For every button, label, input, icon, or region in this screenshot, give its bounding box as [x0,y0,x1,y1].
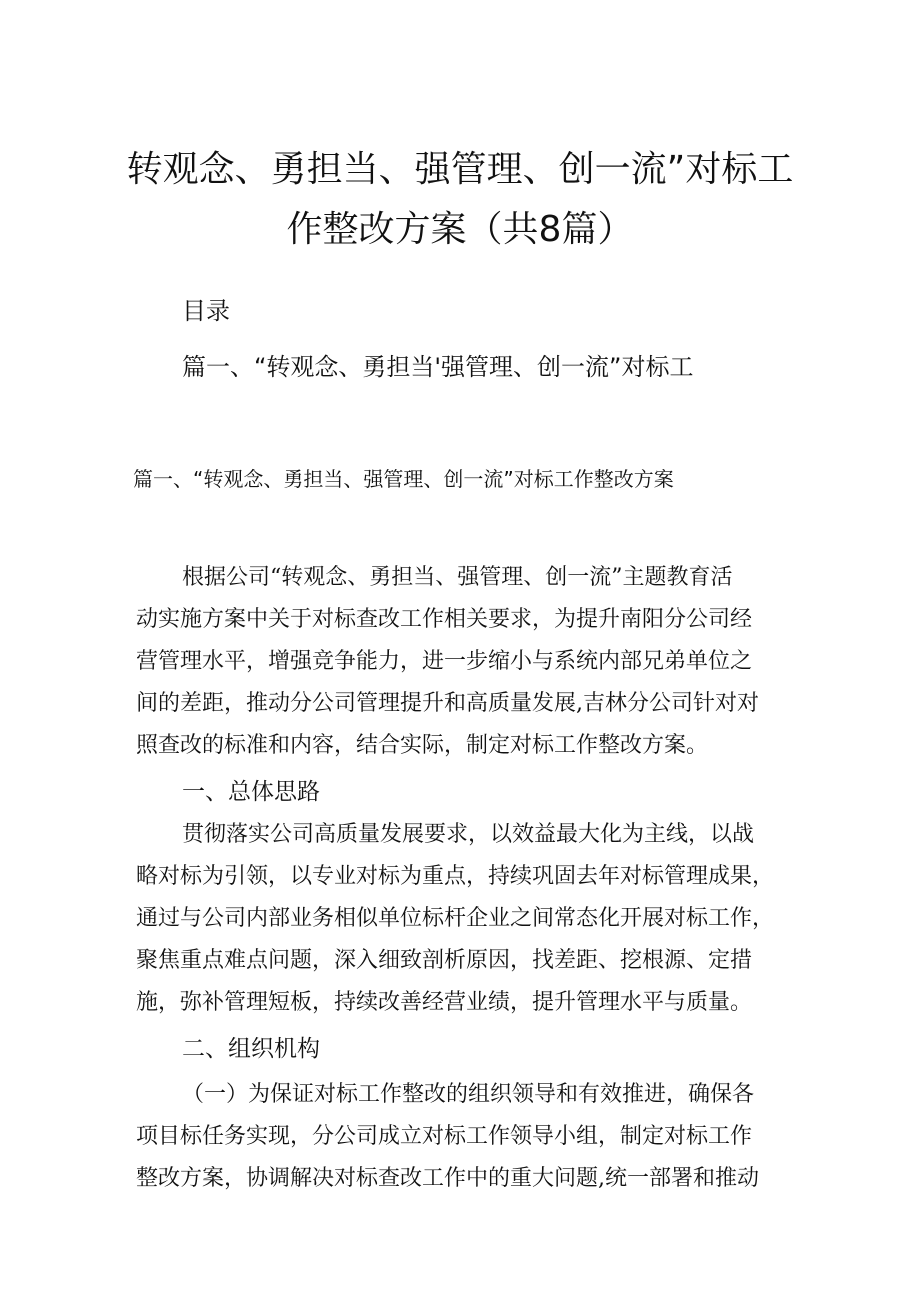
toc-label: 目录 [182,297,230,325]
section-heading: 篇一、“转观念、勇担当、强管理、创一流”对标工作整改方案 [133,467,674,491]
para-2-line: （一）为保证对标工作整改的组织领导和有效推进，确保各 [182,1082,755,1107]
para-1-line: 聚焦重点难点问题，深入细致剖析原因，找差距、挖根源、定措 [136,948,753,973]
intro-line: 照查改的标准和内容，结合实际，制定对标工作整改方案。 [136,733,709,758]
intro-line: 动实施方案中关于对标查改工作相关要求，为提升南阳分公司经 [136,607,753,632]
intro-line: 根据公司“转观念、勇担当、强管理、创一流”主题教育活 [182,565,733,590]
heading-general-approach: 一、总体思路 [182,779,320,805]
para-2-line: 整改方案，协调解决对标查改工作中的重大问题,统一部署和推动 [136,1166,759,1191]
intro-line: 营管理水平，增强竞争能力，进一步缩小与系统内部兄弟单位之 [136,649,753,674]
para-2-line: 项目标任务实现，分公司成立对标工作领导小组，制定对标工作 [136,1124,753,1149]
para-1-line: 贯彻落实公司高质量发展要求，以效益最大化为主线，以战 [182,822,755,847]
para-1-line: 施，弥补管理短板，持续改善经营业绩，提升管理水平与质量。 [136,990,753,1015]
toc-item[interactable]: 篇一、“转观念、勇担当'强管理、创一流”对标工 [182,353,694,381]
document-title-line-2: 作整改方案（共8篇） [286,209,634,250]
heading-organization: 二、组织机构 [182,1036,320,1062]
intro-line: 间的差距，推动分公司管理提升和高质量发展,吉林分公司针对对 [136,691,759,716]
para-1-line: 略对标为引领，以专业对标为重点，持续巩固去年对标管理成果， [136,864,775,889]
document-title-line-1: 转观念、勇担当、强管理、创一流”对标工 [126,149,794,190]
para-1-line: 通过与公司内部业务相似单位标杆企业之间常态化开展对标工作， [136,906,775,931]
